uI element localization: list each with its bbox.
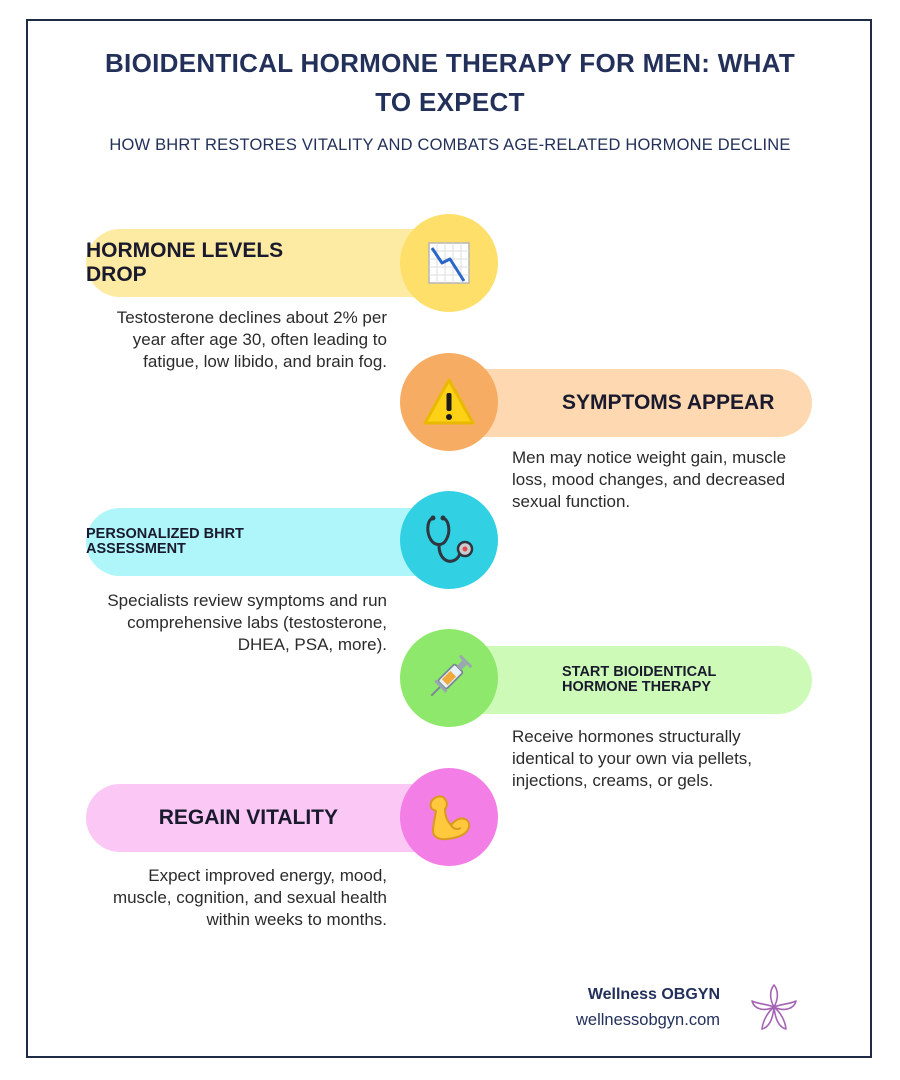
step-5-description: Expect improved energy, mood, muscle, cognition, and sexual health within weeks to months. [112, 866, 387, 929]
flower-logo-icon [748, 982, 800, 1034]
step-4-banner [450, 646, 812, 714]
step-1-circle [400, 214, 498, 312]
step-5-circle [400, 768, 498, 866]
page-subtitle: HOW BHRT RESTORES VITALITY AND COMBATS AGE-RELATED HORMONE DECLINE [109, 136, 791, 154]
step-5-banner [86, 784, 450, 852]
page-title: BIOIDENTICAL HORMONE THERAPY FOR MEN: WHAT TO EXPECT [104, 48, 796, 117]
brand-url[interactable]: wellnessobgyn.com [576, 1011, 720, 1029]
step-2-circle [400, 353, 498, 451]
syringe-icon [421, 650, 477, 706]
warning-icon [422, 377, 476, 427]
step-5-title: REGAIN VITALITY [158, 806, 338, 829]
step-2-description: Men may notice weight gain, muscle loss, mood changes, and decreased sexual function. [512, 448, 787, 511]
step-4-description: Receive hormones structurally identical to your own via pellets, injections, creams, or gels. [512, 727, 753, 790]
step-3-banner [86, 508, 450, 576]
step-3-title: PERSONALIZED BHRT ASSESSMENT [86, 526, 244, 557]
stethoscope-icon [421, 512, 477, 568]
step-2-title: SYMPTOMS APPEAR [562, 391, 775, 414]
step-4-circle [400, 629, 498, 727]
brand-name: Wellness OBGYN [587, 986, 720, 1003]
step-1-description: Testosterone declines about 2% per year after age 30, often leading to fatigue, low libido, and brain fog. [116, 308, 387, 371]
step-1-banner [86, 229, 450, 297]
step-2-banner [450, 369, 812, 437]
chart-decreasing-icon [426, 240, 472, 286]
step-3-circle [400, 491, 498, 589]
flexed-biceps-icon [423, 791, 475, 843]
step-4-title: START BIOIDENTICAL HORMONE THERAPY [562, 664, 717, 695]
step-1-title: HORMONE LEVELS DROP [86, 239, 284, 286]
step-3-description: Specialists review symptoms and run comprehensive labs (testosterone, DHEA, PSA, more). [107, 591, 387, 654]
